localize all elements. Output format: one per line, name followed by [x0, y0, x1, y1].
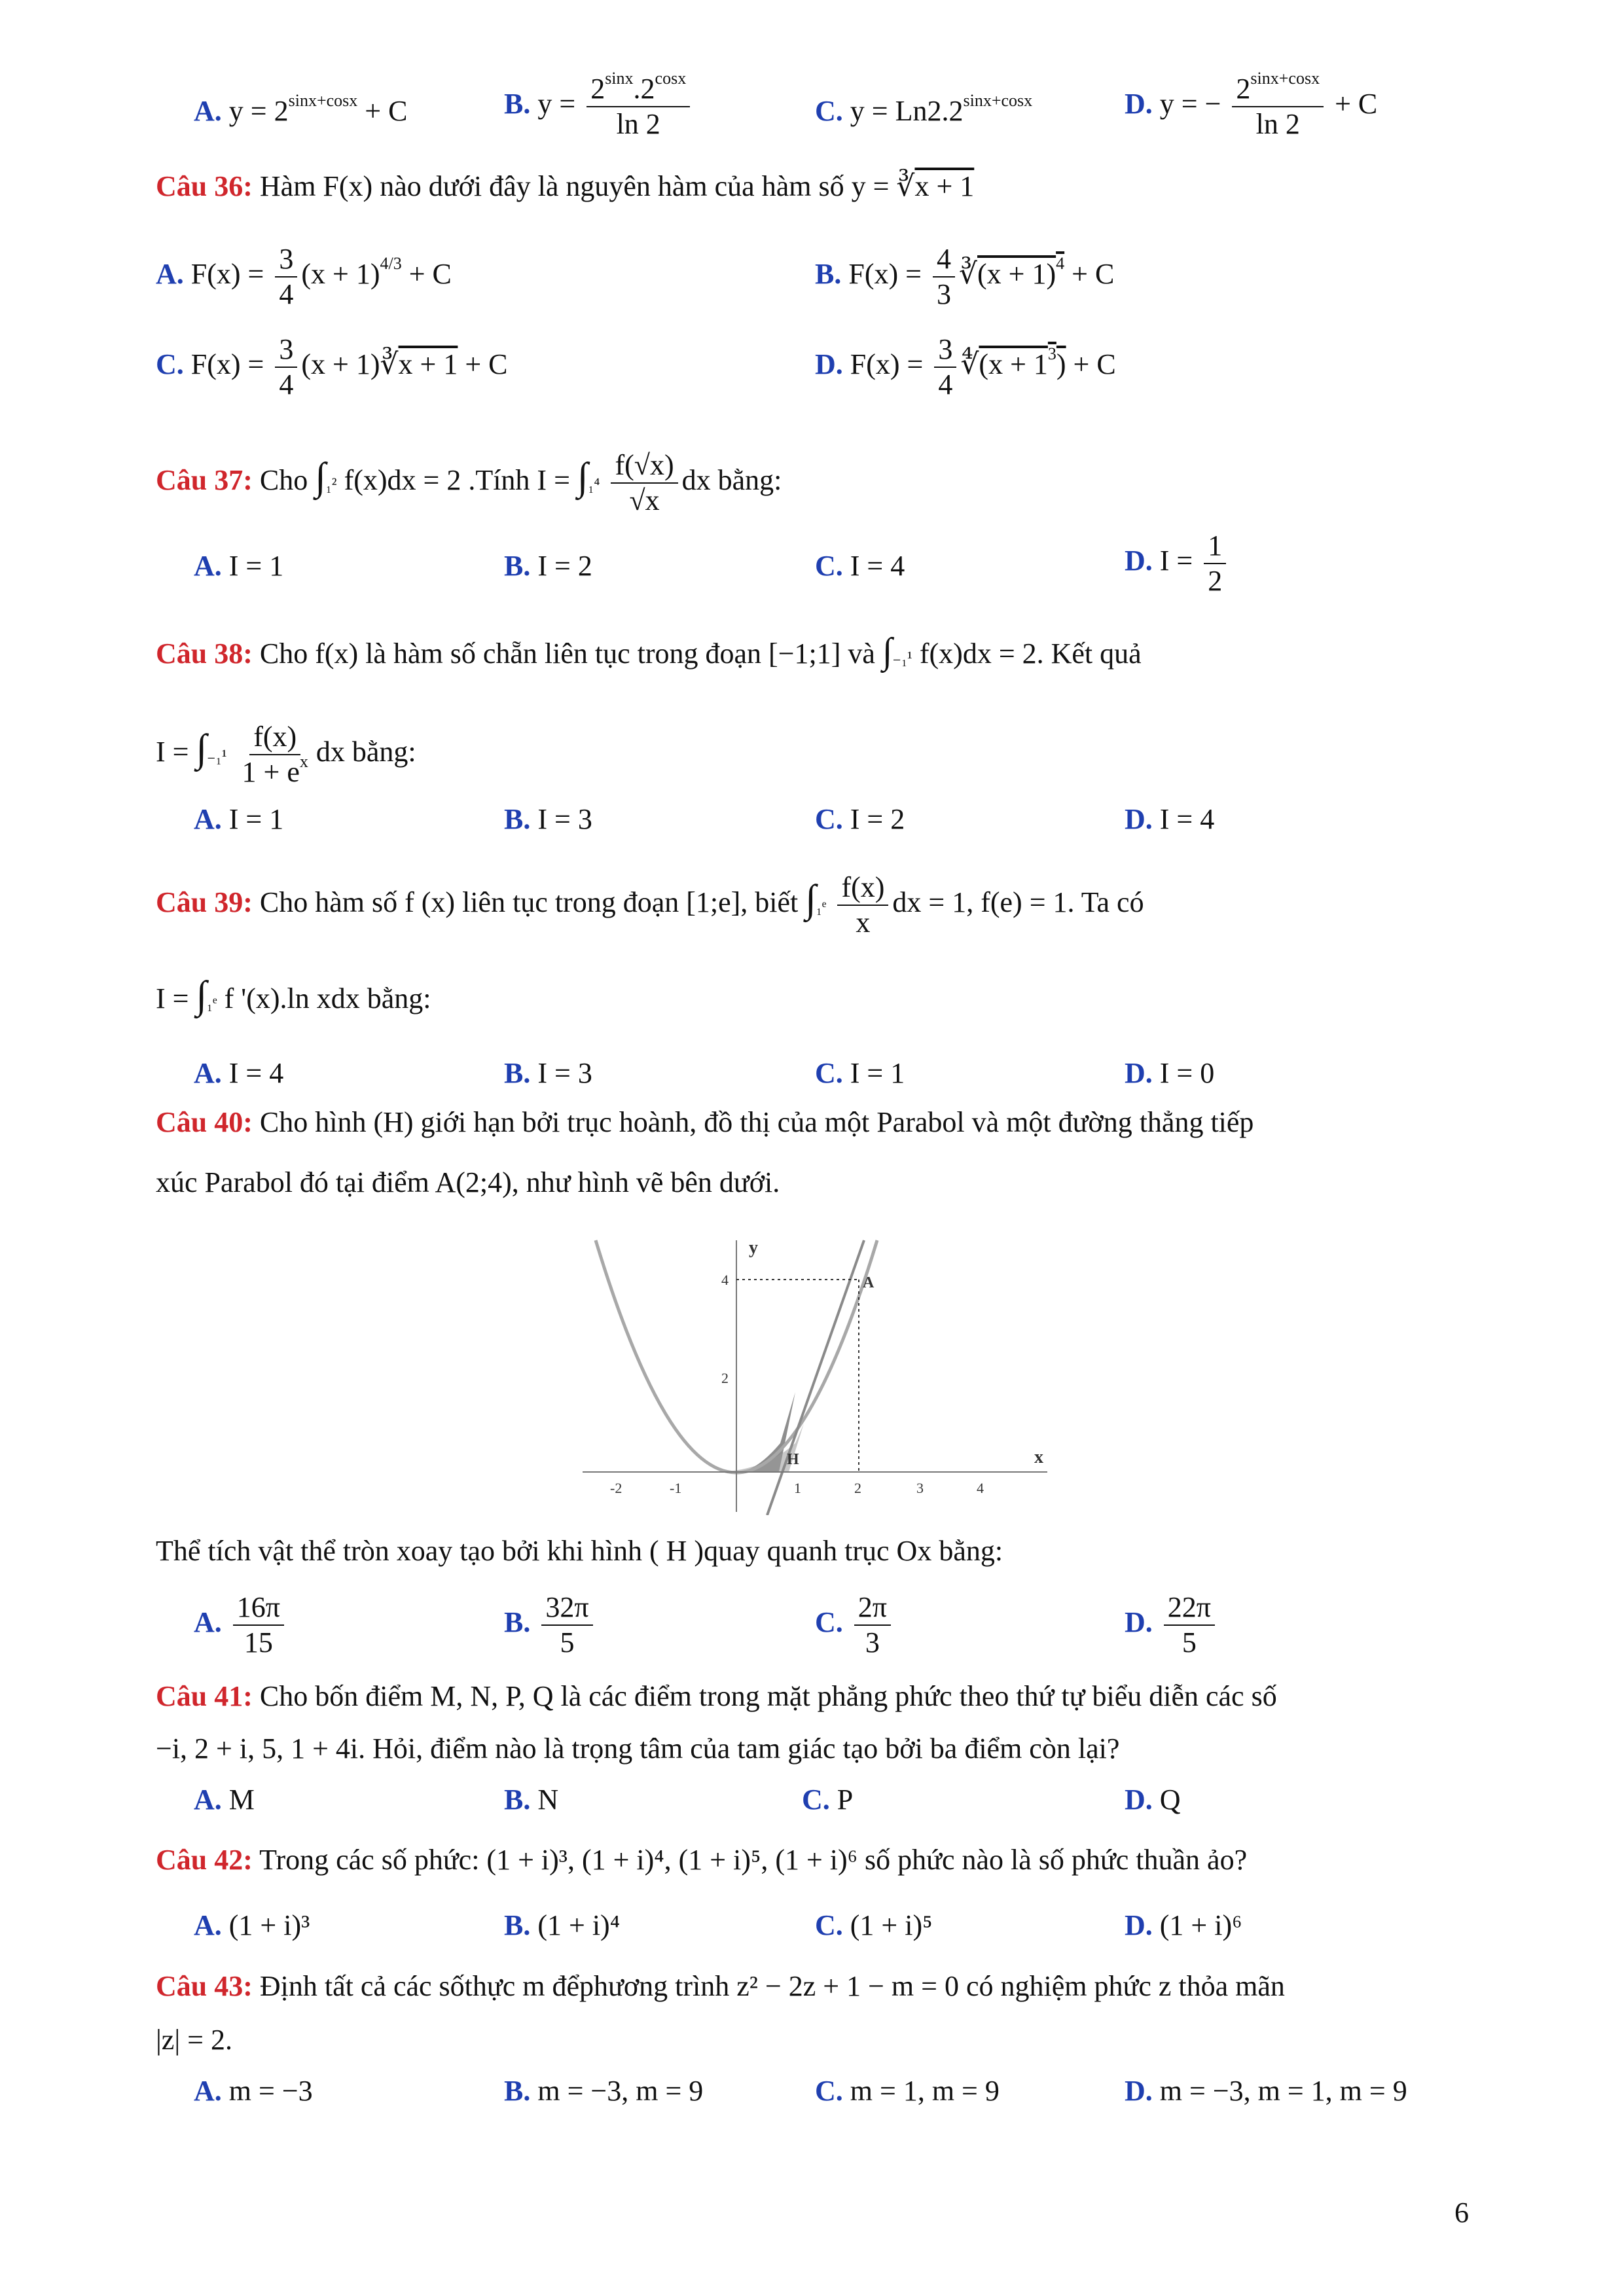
y-tick-4: 4	[721, 1272, 729, 1288]
q35-option-b: B. y = $\frac{2^{sinx}.2^{cosx}}{\ln 2}$	[504, 72, 694, 141]
q42-option-a: A. (1 + i)³	[194, 1909, 310, 1941]
q39-text2-plain: I = ∫₁ᵉ f '(x).ln xdx bằng:	[0, 2288, 13, 2289]
q36-stem: Câu 36: Hàm F(x) nào dưới đây là nguyên hàm của hàm số y = ∛x + 1	[156, 170, 975, 202]
region-h-label: H	[787, 1451, 799, 1468]
q35-d-num: 2^(sinx+cosx)	[0, 2259, 8, 2261]
q37-d-plain: I = 1/2	[0, 2278, 4, 2279]
q35-b-num: 2^sinx.2^cosx	[0, 2254, 8, 2255]
y-axis-label: y	[749, 1238, 758, 1258]
q40-option-c: C. $\frac{2\pi}{3}$	[815, 1590, 895, 1660]
q39-stem-2: I = ∫₁ᵉ f '(x).ln xdx bằng:	[156, 973, 431, 1016]
q41-option-c: C. P	[802, 1784, 854, 1816]
q36-option-a: A. F(x) = $\frac{3}{4}$ $(x + 1)^{4/3} + C$	[156, 243, 452, 310]
q36-option-c: C. F(x) = $\frac{3}{4}$ (x + 1)∛x + 1 + C	[156, 333, 508, 401]
q42-option-c: C. (1 + i)⁵	[815, 1909, 933, 1941]
q38-text2-plain: I = ∫₋₁¹ f(x)/(1 + eˣ) dx bằng:	[0, 2283, 16, 2284]
q42-option-b: B. (1 + i)⁴	[504, 1909, 621, 1941]
x-tick-4: 4	[977, 1480, 984, 1496]
x-tick-2: 2	[854, 1480, 861, 1496]
q40-stem: Câu 40: Cho hình (H) giới hạn bởi trục hoành, đồ thị của một Parabol và một đường thẳng tiếp	[156, 1106, 1254, 1138]
q38-option-b: B. I = 3	[504, 803, 592, 835]
q41-stem: Câu 41: Cho bốn điểm M, N, P, Q là các điểm trong mặt phẳng phức theo thứ tự biểu diễn các số	[156, 1680, 1277, 1712]
x-axis-label: x	[1034, 1447, 1043, 1467]
q43-option-b: B. m = −3, m = 9	[504, 2075, 704, 2107]
q35-option-c: C. $y = Ln2.2^{sinx+cosx}$	[815, 91, 1033, 127]
q35-c-plain: y = Ln2.2^(sinx+cosx)	[0, 2257, 12, 2258]
q37-text-plain: Cho ∫₁² f(x)dx = 2 .Tính I = ∫₁⁴ f(√x)/√x dx bằng:	[0, 2275, 26, 2276]
q36-text-plain: Hàm F(x) nào dưới đây là nguyên hàm của hàm số y = ∛(x + 1)	[0, 2262, 33, 2263]
page-number: 6	[1454, 2197, 1469, 2229]
q37-option-a: A. I = 1	[194, 550, 284, 582]
q40-option-d: D. $\frac{22\pi}{5}$	[1125, 1590, 1219, 1660]
q37-option-d: D. I = $\frac{1}{2}$	[1125, 529, 1230, 598]
q40-stem-3: Thể tích vật thể tròn xoay tạo bởi khi hình ( H )quay quanh trục Ox bằng:	[156, 1535, 1003, 1567]
q36-a-plain: F(x) = 3/4 (x + 1)^(4/3) + C	[0, 2265, 15, 2266]
q39-option-a: A. I = 4	[194, 1057, 284, 1089]
q35-option-c-text: $y = Ln2.2^{sinx+cosx}$	[850, 91, 1033, 127]
q38-option-c: C. I = 2	[815, 803, 905, 835]
q41-option-d: D. Q	[1125, 1784, 1181, 1816]
q35-option-b-fraction: $\frac{2^{sinx}.2^{cosx}}{\ln 2}$	[586, 72, 690, 141]
q35-option-d-fraction: $\frac{2^{sinx+cosx}}{\ln 2}$	[1232, 72, 1324, 141]
q40-stem-2: xúc Parabol đó tại điểm A(2;4), như hình vẽ bên dưới.	[156, 1166, 780, 1198]
q39-text-plain: Cho hàm số f (x) liên tục trong đoạn [1;e], biết ∫₁ᵉ f(x)/x dx = 1, f(e) = 1. Ta có	[0, 2286, 41, 2287]
q38-stem-2: I = ∫₋₁¹ $\frac{f(x)}{1 + e^x}$ dx bằng:	[156, 721, 416, 788]
q42-stem: Câu 42: Trong các số phức: (1 + i)³, (1 + i)⁴, (1 + i)⁵, (1 + i)⁶ số phức nào là số phức thuần ảo?	[156, 1844, 1248, 1876]
q38-text-plain: Cho f(x) là hàm số chẵn liên tục trong đoạn [−1;1] và ∫₋₁¹ f(x)dx = 2. Kết quả	[0, 2280, 41, 2282]
q43-stem-2: |z| = 2.	[156, 2024, 232, 2056]
q37-option-b: B. I = 2	[504, 550, 592, 582]
q40-option-b: B. $\frac{32\pi}{5}$	[504, 1590, 597, 1660]
q41-option-b: B. N	[504, 1784, 559, 1816]
q43-option-a: A. m = −3	[194, 2075, 313, 2107]
q36-c-plain: F(x) = 3/4 (x + 1) ∛(x + 1) + C	[0, 2270, 16, 2271]
q35-option-a-text: $y = 2^{sinx+cosx} + C$	[228, 91, 408, 127]
q39-stem: Câu 39: Cho hàm số f (x) liên tục trong đoạn [1;e], biết ∫₁ᵉ $\frac{f(x)}{x}$ dx = 1, f(e) = 1. Ta có	[156, 871, 1144, 939]
tangent-line	[767, 1240, 864, 1515]
q42-option-d: D. (1 + i)⁶	[1125, 1909, 1242, 1941]
x-tick-neg1: -1	[670, 1480, 682, 1496]
q35-a-plain: y = 2^(sinx+cosx) + C	[0, 2251, 12, 2253]
q38-option-d: D. I = 4	[1125, 803, 1215, 835]
q36-option-b: B. F(x) = $\frac{4}{3}$ ∛(x + 1)$^4$ + C	[815, 243, 1115, 310]
q43-stem: Câu 43: Định tất cả các sốthực m đểphương trình z² − 2z + 1 − m = 0 có nghiệm phức z thỏa mãn	[156, 1970, 1285, 2002]
q36-b-plain: F(x) = 4/3 ∛((x + 1)^4) + C	[0, 2267, 15, 2269]
q38-stem: Câu 38: Cho f(x) là hàm số chẵn liên tục trong đoạn [−1;1] và ∫₋₁¹ f(x)dx = 2. Kết quả	[156, 631, 1142, 672]
q39-option-b: B. I = 3	[504, 1057, 592, 1089]
q40-option-a: A. $\frac{16\pi}{15}$	[194, 1590, 288, 1660]
q36-option-d: D. F(x) = $\frac{3}{4}$ ∜(x + $1^3) + C$	[815, 333, 1116, 401]
q43-option-d: D. m = −3, m = 1, m = 9	[1125, 2075, 1407, 2107]
q41-option-a: A. M	[194, 1784, 255, 1816]
q38-option-a: A. I = 1	[194, 803, 284, 835]
point-a-label: A	[863, 1274, 875, 1291]
q41-stem-2: −i, 2 + i, 5, 1 + 4i. Hỏi, điểm nào là trọng tâm của tam giác tạo bởi ba điểm còn lại?	[156, 1732, 1120, 1765]
q43-option-c: C. m = 1, m = 9	[815, 2075, 1000, 2107]
y-tick-2: 2	[721, 1370, 729, 1386]
q37-option-c: C. I = 4	[815, 550, 905, 582]
x-tick-neg2: -2	[610, 1480, 623, 1496]
q36-d-plain: F(x) = 3/4 ∜((x + 1^3)) + C	[0, 2272, 15, 2274]
q39-option-d: D. I = 0	[1125, 1057, 1215, 1089]
x-tick-1: 1	[794, 1480, 801, 1496]
q39-option-c: C. I = 1	[815, 1057, 905, 1089]
q35-option-a: A. $y = 2^{sinx+cosx} + C$	[194, 91, 408, 127]
q37-stem: Câu 37: Cho ∫₁² f(x)dx = 2 .Tính I = ∫₁⁴ $\frac{f(√x)}{√x}$ dx bằng:	[156, 449, 782, 516]
q35-option-d: D. y = − $\frac{2^{sinx+cosx}}{\ln 2}$ + C	[1125, 69, 1378, 140]
q36-text: Hàm F(x) nào dưới đây là nguyên hàm của hàm số y = ∛x + 1	[259, 170, 975, 202]
parabola-tangent-graph	[576, 1227, 1074, 1515]
x-tick-3: 3	[916, 1480, 924, 1496]
